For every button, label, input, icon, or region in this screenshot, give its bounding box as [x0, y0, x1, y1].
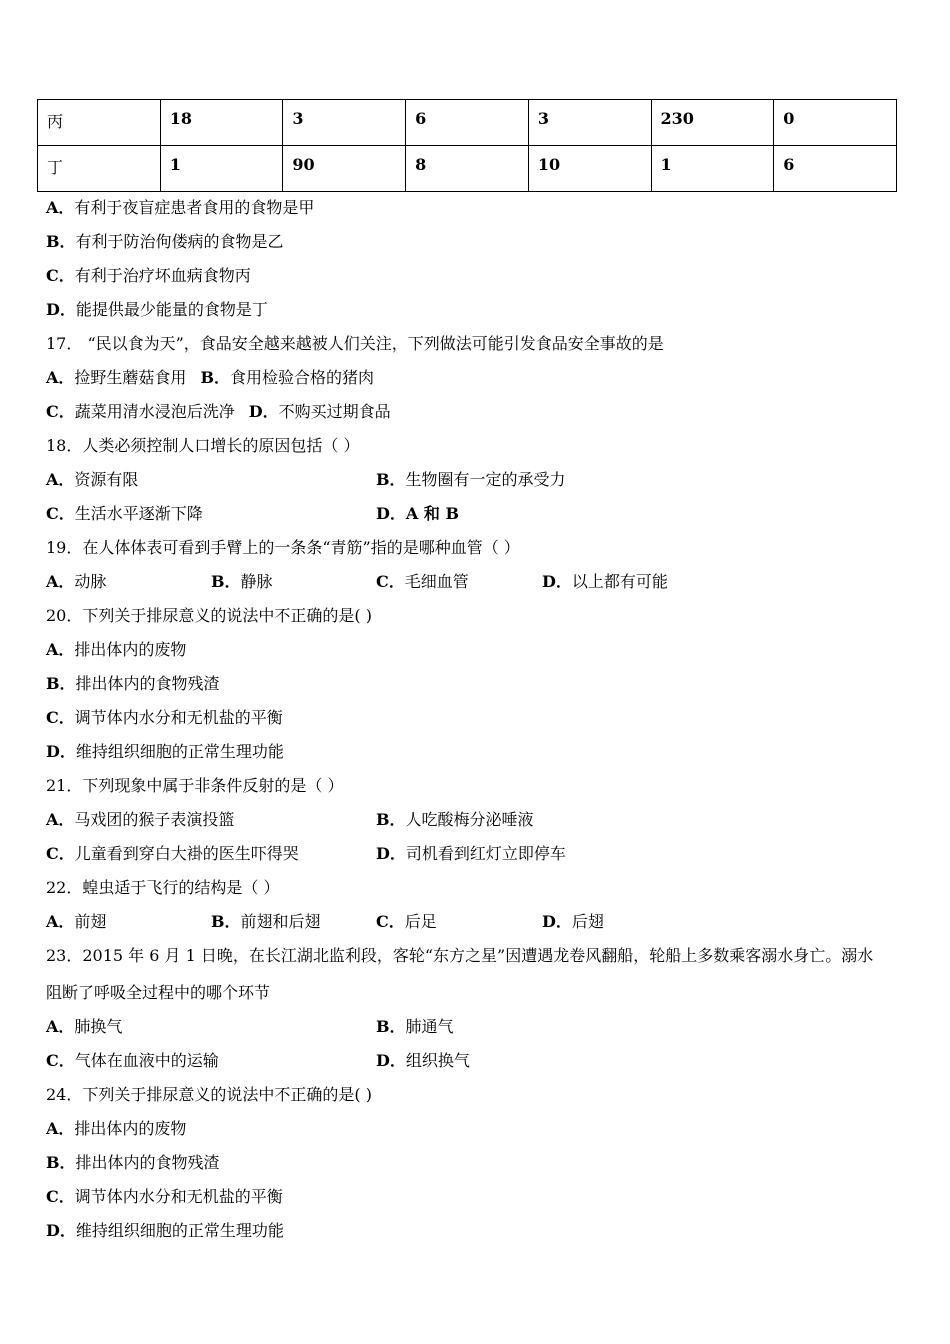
- nutrition-table: [37, 99, 897, 192]
- q16-option-b: B．有利于防治佝偻病的食物是乙: [46, 232, 284, 251]
- q22-stem: 22．蝗虫适于飞行的结构是（ ）: [46, 878, 280, 897]
- q24-stem: 24．下列关于排尿意义的说法中不正确的是( ): [46, 1085, 372, 1104]
- table-cell: 8: [406, 146, 529, 192]
- q23-options-ab: A．肺换气 B．肺通气: [46, 1017, 454, 1036]
- table-cell: 230: [651, 100, 774, 146]
- q20-option-d: D．维持组织细胞的正常生理功能: [46, 742, 284, 761]
- q24-option-c: C．调节体内水分和无机盐的平衡: [46, 1187, 283, 1206]
- q20-option-b: B．排出体内的食物残渣: [46, 674, 220, 693]
- q23-options-cd: C．气体在血液中的运输 D．组织换气: [46, 1051, 470, 1070]
- table-cell: 6: [406, 100, 529, 146]
- table-cell: 3: [283, 100, 406, 146]
- food-name-cell: 丁: [38, 146, 161, 192]
- q17-options-cd: C．蔬菜用清水浸泡后洗净 D．不购买过期食品: [46, 402, 391, 421]
- q18-options-cd: C．生活水平逐渐下降 D．A 和 B: [46, 504, 459, 523]
- q21-options-ab: A．马戏团的猴子表演投篮 B．人吃酸梅分泌唾液: [46, 810, 534, 829]
- q17-stem: 17． “民以食为天”，食品安全越来越被人们关注，下列做法可能引发食品安全事故的是: [46, 334, 664, 353]
- table-cell: 6: [774, 146, 897, 192]
- table-cell: 1: [160, 146, 283, 192]
- q21-stem: 21．下列现象中属于非条件反射的是（ ）: [46, 776, 344, 795]
- q19-stem: 19．在人体体表可看到手臂上的一条条“青筋”指的是哪种血管（ ）: [46, 538, 520, 557]
- table-cell: 1: [651, 146, 774, 192]
- table-row: [38, 100, 897, 146]
- q16-option-a: A．有利于夜盲症患者食用的食物是甲: [46, 198, 315, 217]
- q24-option-d: D．维持组织细胞的正常生理功能: [46, 1221, 284, 1240]
- table-cell: 3: [528, 100, 651, 146]
- table-cell: 90: [283, 146, 406, 192]
- table-cell: 10: [528, 146, 651, 192]
- q24-option-a: A．排出体内的废物: [46, 1119, 187, 1138]
- q18-stem: 18．人类必须控制人口增长的原因包括（ ）: [46, 436, 360, 455]
- q17-options-ab: A．捡野生蘑菇食用 B．食用检验合格的猪肉: [46, 368, 374, 387]
- q20-option-a: A．排出体内的废物: [46, 640, 187, 659]
- q21-options-cd: C．儿童看到穿白大褂的医生吓得哭 D．司机看到红灯立即停车: [46, 844, 566, 863]
- table-cell: 18: [160, 100, 283, 146]
- q20-option-c: C．调节体内水分和无机盐的平衡: [46, 708, 283, 727]
- table-row: [38, 146, 897, 192]
- q16-option-c: C．有利于治疗坏血病食物丙: [46, 266, 251, 285]
- q20-stem: 20．下列关于排尿意义的说法中不正确的是( ): [46, 606, 372, 625]
- table-cell: 0: [774, 100, 897, 146]
- q22-options: A．前翅 B．前翅和后翅 C．后足 D．后翅: [46, 912, 604, 931]
- q16-option-d: D．能提供最少能量的食物是丁: [46, 300, 268, 319]
- q24-option-b: B．排出体内的食物残渣: [46, 1153, 220, 1172]
- q18-options-ab: A．资源有限 B．生物圈有一定的承受力: [46, 470, 566, 489]
- q23-stem-line2: 阻断了呼吸全过程中的哪个环节: [46, 983, 271, 1002]
- food-name-cell: 丙: [38, 100, 161, 146]
- q23-stem-line1: 23．2015 年 6 月 1 日晚，在长江湖北监利段，客轮“东方之星”因遭遇龙卷风翻船，轮船上多数乘客溺水身亡。溺水: [46, 946, 874, 965]
- q19-options: A．动脉 B．静脉 C．毛细血管 D．以上都有可能: [46, 572, 668, 591]
